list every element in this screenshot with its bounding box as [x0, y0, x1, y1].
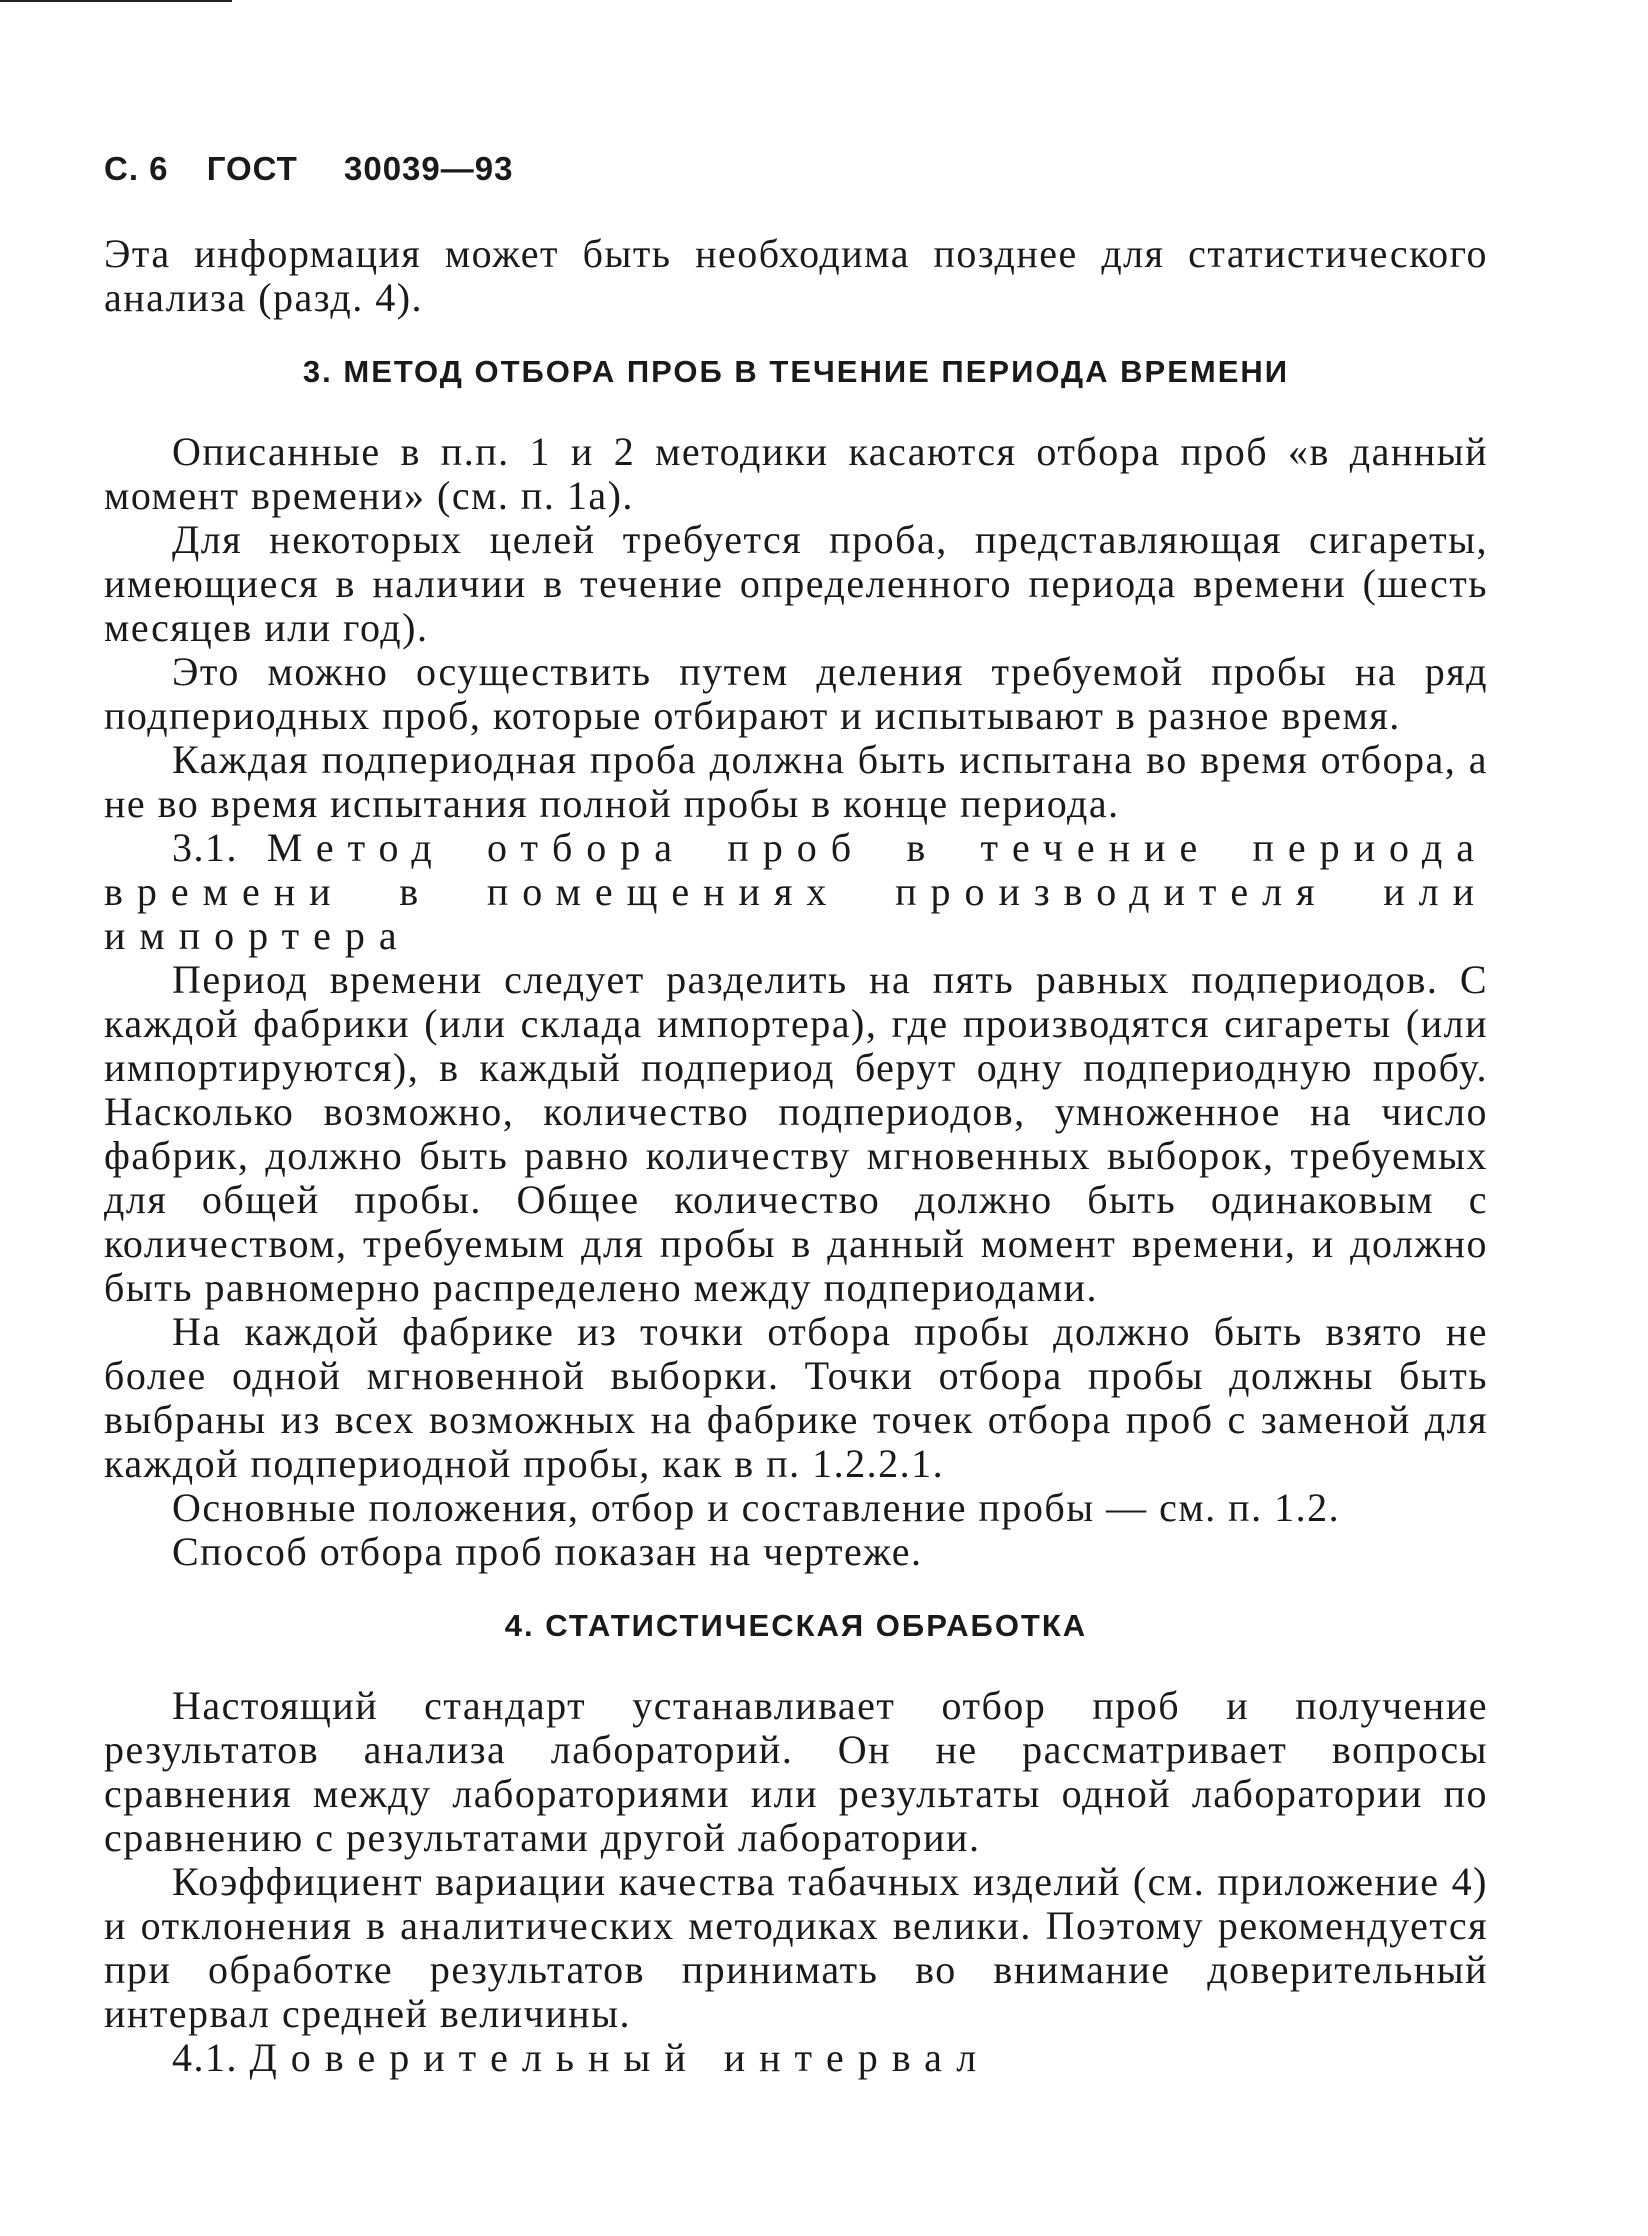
top-rule [0, 0, 232, 2]
page-number: С. 6 [104, 150, 169, 187]
page-header [104, 150, 541, 188]
subsection-3-1-heading [104, 826, 1488, 958]
subsection-4-1-number: 4.1. [172, 2035, 238, 2080]
section-3-paragraph-8: Способ отбора проб показан на чертеже. [172, 1529, 923, 1574]
page-content [104, 232, 1488, 2080]
subsection-3-1-number: 3.1. [172, 825, 238, 870]
section-3-paragraph-1: Описанные в п.п. 1 и 2 методики касаются отбора проб «в данный момент времени» (см. п. 1а). [104, 429, 1488, 518]
standard-number: 30039—93 [343, 150, 514, 187]
subsection-4-1-heading [104, 2036, 1488, 2080]
section-3-paragraph-6: На каждой фабрике из точки отбора пробы должно быть взято не более одной мгновенной выборки. Точки отбора пробы должны быть выбраны из всех возможных на фабрике точек отбора проб с заменой для каждой подпериодной пробы, как в п. 1.2.2.1. [104, 1309, 1488, 1486]
intro-paragraph: Эта информация может быть необходима позднее для статистического анализа (разд. 4). [104, 231, 1488, 320]
section-4-paragraph-1: Настоящий стандарт устанавливает отбор проб и получение результатов анализа лабораторий. Он не рассматривает вопросы сравнения между лабораториями или результаты одной лаборатории по сравнению с результатами другой лаборатории. [104, 1683, 1488, 1860]
standard-label: ГОСТ [206, 150, 298, 187]
section-3-paragraph-5: Период времени следует разделить на пять равных подпериодов. С каждой фабрики (или склада импортера), где производятся сигареты (или импортируются), в каждый подпериод берут одну подпериодную пробу. Насколько возможно, количество подпериодов, умноженное на число фабрик, должно быть равно количеству мгновенных выборок, требуемых для общей пробы. Общее количество должно быть одинаковым с количеством, требуемым для пробы в данный момент времени, и должно быть равномерно распределено между подпериодами. [104, 957, 1488, 1310]
subsection-4-1-title: Доверительный интервал [249, 2035, 991, 2080]
section-3-paragraph-4: Каждая подпериодная проба должна быть испытана во время отбора, а не во время испытания полной пробы в конце периода. [104, 737, 1488, 826]
section-4-heading: 4. СТАТИСТИЧЕСКАЯ ОБРАБОТКА [504, 1608, 1088, 1643]
section-3-heading: 3. МЕТОД ОТБОРА ПРОБ В ТЕЧЕНИЕ ПЕРИОДА ВРЕМЕНИ [302, 354, 1290, 389]
subsection-3-1-title: Метод отбора проб в течение периода времени в помещениях производителя или импортера [104, 825, 1489, 958]
section-4-paragraph-2: Коэффициент вариации качества табачных изделий (см. приложение 4) и отклонения в аналитических методиках велики. Поэтому рекомендуется при обработке результатов принимать во внимание доверительный интервал средней величины. [104, 1859, 1488, 2036]
section-3-paragraph-7: Основные положения, отбор и составление пробы — см. п. 1.2. [172, 1485, 1341, 1530]
section-3-paragraph-2: Для некоторых целей требуется проба, представляющая сигареты, имеющиеся в наличии в течение определенного периода времени (шесть месяцев или год). [104, 517, 1488, 650]
section-3-paragraph-3: Это можно осуществить путем деления требуемой пробы на ряд подпериодных проб, которые отбирают и испытывают в разное время. [104, 649, 1488, 738]
